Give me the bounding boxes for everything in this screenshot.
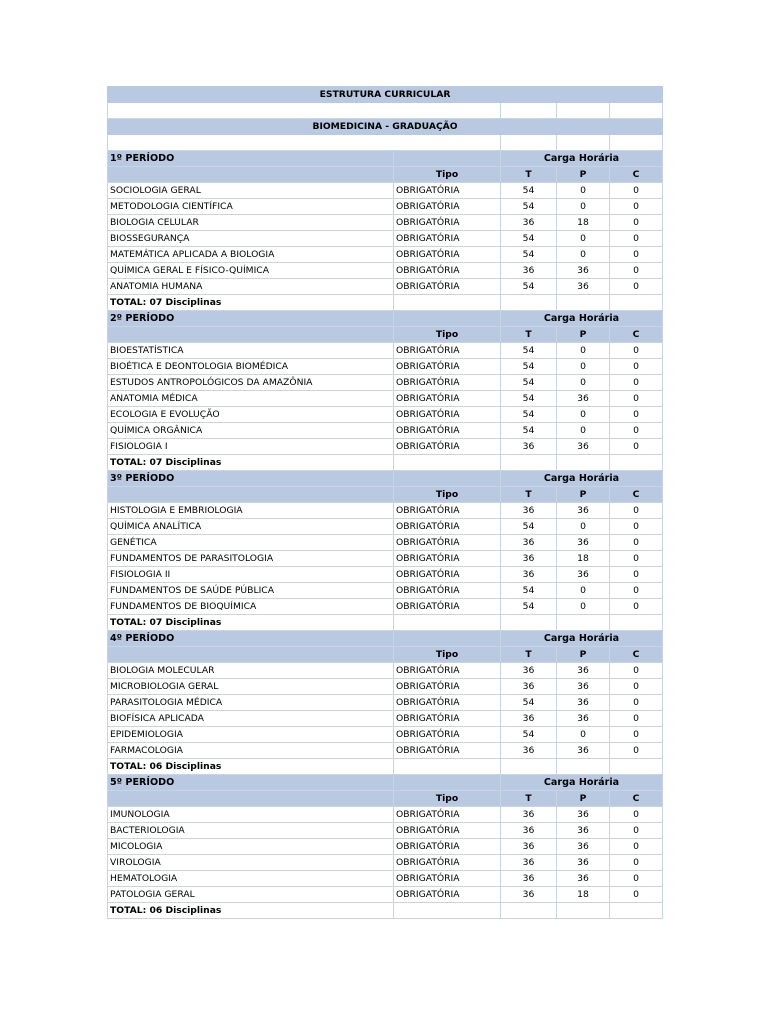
subject-hours-t: 54 [501,247,557,263]
subject-hours-p: 36 [557,711,610,727]
subject-hours-t: 54 [501,727,557,743]
subject-hours-t: 54 [501,231,557,247]
subject-hours-t: 36 [501,887,557,903]
subject-hours-t: 36 [501,215,557,231]
subject-tipo: OBRIGATÓRIA [394,423,501,439]
period-total: TOTAL: 07 Disciplinas [108,295,394,311]
subject-tipo: OBRIGATÓRIA [394,871,501,887]
subject-hours-p: 36 [557,743,610,759]
subject-hours-c: 0 [610,407,663,423]
subject-hours-t: 36 [501,263,557,279]
subject-hours-t: 54 [501,343,557,359]
subject-hours-p: 36 [557,855,610,871]
subject-name: GENÉTICA [108,535,394,551]
subject-tipo: OBRIGATÓRIA [394,663,501,679]
subject-hours-t: 54 [501,375,557,391]
subject-hours-t: 54 [501,391,557,407]
subject-name: BACTERIOLOGIA [108,823,394,839]
subject-tipo: OBRIGATÓRIA [394,887,501,903]
subject-name: PATOLOGIA GERAL [108,887,394,903]
carga-horaria-label: Carga Horária [501,631,663,647]
column-header-row [108,167,663,183]
period-header-row [108,631,663,647]
subject-name: BIOSSEGURANÇA [108,231,394,247]
column-header-p: P [557,167,610,183]
column-header-t: T [501,791,557,807]
subject-hours-t: 54 [501,695,557,711]
subject-row [108,343,663,359]
subject-name: BIOLOGIA MOLECULAR [108,663,394,679]
subject-hours-c: 0 [610,279,663,295]
subject-hours-p: 0 [557,199,610,215]
subject-tipo: OBRIGATÓRIA [394,215,501,231]
subject-hours-t: 54 [501,279,557,295]
period-title: 2º PERÍODO [108,311,394,327]
subject-tipo: OBRIGATÓRIA [394,535,501,551]
subject-tipo: OBRIGATÓRIA [394,583,501,599]
subject-hours-t: 54 [501,599,557,615]
subject-tipo: OBRIGATÓRIA [394,823,501,839]
column-header-c: C [610,791,663,807]
subject-row [108,439,663,455]
subject-hours-t: 54 [501,407,557,423]
subject-tipo: OBRIGATÓRIA [394,247,501,263]
subject-hours-p: 36 [557,807,610,823]
period-header-row [108,775,663,791]
subject-hours-c: 0 [610,855,663,871]
subject-row [108,743,663,759]
period-total: TOTAL: 06 Disciplinas [108,759,394,775]
subject-hours-p: 0 [557,583,610,599]
subject-hours-c: 0 [610,439,663,455]
subject-row [108,807,663,823]
subject-name: SOCIOLOGIA GERAL [108,183,394,199]
subject-row [108,215,663,231]
column-header-tipo: Tipo [394,647,501,663]
period-total: TOTAL: 07 Disciplinas [108,615,394,631]
total-row [108,903,663,919]
subject-hours-t: 36 [501,535,557,551]
subject-tipo: OBRIGATÓRIA [394,503,501,519]
subject-hours-t: 36 [501,663,557,679]
subject-row [108,727,663,743]
period-header-row [108,311,663,327]
subject-name: BIOLOGIA CELULAR [108,215,394,231]
subject-name: QUÍMICA GERAL E FÍSICO-QUÍMICA [108,263,394,279]
subject-row [108,231,663,247]
subject-row [108,871,663,887]
document-title: ESTRUTURA CURRICULAR [108,87,663,103]
subject-name: METODOLOGIA CIENTÍFICA [108,199,394,215]
subject-hours-c: 0 [610,247,663,263]
subject-name: MICROBIOLOGIA GERAL [108,679,394,695]
subject-row [108,263,663,279]
subject-hours-c: 0 [610,695,663,711]
subject-name: BIOFÍSICA APLICADA [108,711,394,727]
subject-tipo: OBRIGATÓRIA [394,855,501,871]
subject-row [108,855,663,871]
subject-hours-p: 18 [557,215,610,231]
column-header-row [108,487,663,503]
subject-hours-t: 54 [501,199,557,215]
subject-name: ESTUDOS ANTROPOLÓGICOS DA AMAZÔNIA [108,375,394,391]
period-header-row [108,151,663,167]
carga-horaria-label: Carga Horária [501,775,663,791]
subtitle-row [108,119,663,135]
subject-row [108,183,663,199]
subject-hours-c: 0 [610,743,663,759]
curriculum-document [107,86,662,919]
subject-hours-c: 0 [610,823,663,839]
subject-row [108,247,663,263]
subject-hours-p: 36 [557,263,610,279]
column-header-tipo: Tipo [394,327,501,343]
subject-tipo: OBRIGATÓRIA [394,231,501,247]
column-header-row [108,791,663,807]
subject-hours-t: 54 [501,359,557,375]
subject-hours-c: 0 [610,839,663,855]
subject-hours-t: 54 [501,423,557,439]
column-header-t: T [501,487,557,503]
subject-name: FISIOLOGIA I [108,439,394,455]
subject-row [108,887,663,903]
subject-tipo: OBRIGATÓRIA [394,839,501,855]
subject-hours-c: 0 [610,375,663,391]
column-header-c: C [610,327,663,343]
subject-hours-p: 0 [557,407,610,423]
subject-hours-c: 0 [610,583,663,599]
subject-name: HEMATOLOGIA [108,871,394,887]
subject-hours-p: 0 [557,183,610,199]
subject-name: MATEMÁTICA APLICADA A BIOLOGIA [108,247,394,263]
subject-name: BIOESTATÍSTICA [108,343,394,359]
subject-name: ANATOMIA HUMANA [108,279,394,295]
subject-hours-t: 36 [501,743,557,759]
subject-row [108,583,663,599]
subject-hours-p: 36 [557,663,610,679]
subject-tipo: OBRIGATÓRIA [394,551,501,567]
total-row [108,455,663,471]
period-title: 4º PERÍODO [108,631,394,647]
column-header-c: C [610,647,663,663]
subject-tipo: OBRIGATÓRIA [394,695,501,711]
subject-name: EPIDEMIOLOGIA [108,727,394,743]
subject-hours-t: 54 [501,183,557,199]
subject-hours-c: 0 [610,519,663,535]
subject-hours-c: 0 [610,807,663,823]
subject-row [108,279,663,295]
subject-hours-c: 0 [610,199,663,215]
subject-hours-c: 0 [610,535,663,551]
period-total: TOTAL: 06 Disciplinas [108,903,394,919]
subject-hours-p: 18 [557,551,610,567]
subject-name: HISTOLOGIA E EMBRIOLOGIA [108,503,394,519]
subject-row [108,407,663,423]
subject-hours-c: 0 [610,423,663,439]
subject-tipo: OBRIGATÓRIA [394,279,501,295]
subject-row [108,423,663,439]
subject-hours-c: 0 [610,727,663,743]
subject-hours-c: 0 [610,663,663,679]
subject-tipo: OBRIGATÓRIA [394,343,501,359]
subject-hours-p: 0 [557,231,610,247]
column-header-tipo: Tipo [394,167,501,183]
subject-name: ECOLOGIA E EVOLUÇÃO [108,407,394,423]
subject-hours-c: 0 [610,359,663,375]
subject-tipo: OBRIGATÓRIA [394,599,501,615]
subject-tipo: OBRIGATÓRIA [394,391,501,407]
subject-hours-p: 36 [557,279,610,295]
subject-row [108,599,663,615]
subject-name: PARASITOLOGIA MÉDICA [108,695,394,711]
carga-horaria-label: Carga Horária [501,151,663,167]
subject-hours-p: 36 [557,695,610,711]
column-header-t: T [501,327,557,343]
subject-hours-t: 36 [501,439,557,455]
subject-hours-p: 0 [557,247,610,263]
subject-name: QUÍMICA ANALÍTICA [108,519,394,535]
subject-hours-p: 0 [557,343,610,359]
subject-name: BIOÉTICA E DEONTOLOGIA BIOMÉDICA [108,359,394,375]
subject-hours-c: 0 [610,871,663,887]
subject-tipo: OBRIGATÓRIA [394,183,501,199]
column-header-row [108,327,663,343]
subject-name: FARMACOLOGIA [108,743,394,759]
subject-tipo: OBRIGATÓRIA [394,519,501,535]
subject-row [108,535,663,551]
column-header-tipo: Tipo [394,487,501,503]
subject-tipo: OBRIGATÓRIA [394,407,501,423]
subject-tipo: OBRIGATÓRIA [394,807,501,823]
subject-row [108,695,663,711]
subject-tipo: OBRIGATÓRIA [394,679,501,695]
subject-name: ANATOMIA MÉDICA [108,391,394,407]
subject-tipo: OBRIGATÓRIA [394,263,501,279]
subject-hours-p: 0 [557,423,610,439]
subject-hours-p: 36 [557,839,610,855]
subject-tipo: OBRIGATÓRIA [394,359,501,375]
spacer-row [108,103,663,119]
subject-hours-p: 36 [557,871,610,887]
subject-hours-c: 0 [610,231,663,247]
period-header-row [108,471,663,487]
carga-horaria-label: Carga Horária [501,471,663,487]
column-header-t: T [501,647,557,663]
period-total: TOTAL: 07 Disciplinas [108,455,394,471]
subject-hours-t: 36 [501,823,557,839]
subject-hours-c: 0 [610,215,663,231]
subject-hours-c: 0 [610,391,663,407]
subject-row [108,823,663,839]
subject-row [108,839,663,855]
carga-horaria-label: Carga Horária [501,311,663,327]
subject-hours-t: 36 [501,855,557,871]
column-header-p: P [557,327,610,343]
subject-hours-p: 0 [557,359,610,375]
course-title: BIOMEDICINA - GRADUAÇÃO [108,119,663,135]
subject-name: QUÍMICA ORGÂNICA [108,423,394,439]
subject-row [108,567,663,583]
subject-hours-p: 0 [557,599,610,615]
subject-hours-c: 0 [610,599,663,615]
subject-tipo: OBRIGATÓRIA [394,743,501,759]
column-header-row [108,647,663,663]
subject-hours-p: 0 [557,375,610,391]
column-header-p: P [557,791,610,807]
subject-hours-t: 36 [501,871,557,887]
column-header-tipo: Tipo [394,791,501,807]
spacer-row [108,135,663,151]
subject-hours-c: 0 [610,503,663,519]
column-header-c: C [610,167,663,183]
subject-row [108,391,663,407]
period-title: 5º PERÍODO [108,775,394,791]
subject-tipo: OBRIGATÓRIA [394,199,501,215]
subject-hours-t: 36 [501,807,557,823]
subject-hours-t: 36 [501,679,557,695]
subject-hours-c: 0 [610,263,663,279]
subject-hours-p: 18 [557,887,610,903]
subject-row [108,199,663,215]
column-header-c: C [610,487,663,503]
subject-name: IMUNOLOGIA [108,807,394,823]
subject-hours-c: 0 [610,679,663,695]
subject-hours-c: 0 [610,711,663,727]
column-header-p: P [557,487,610,503]
subject-tipo: OBRIGATÓRIA [394,727,501,743]
subject-name: VIROLOGIA [108,855,394,871]
total-row [108,759,663,775]
subject-hours-t: 36 [501,551,557,567]
subject-hours-p: 0 [557,727,610,743]
subject-hours-p: 36 [557,823,610,839]
subject-hours-p: 36 [557,535,610,551]
subject-name: FISIOLOGIA II [108,567,394,583]
subject-hours-t: 36 [501,567,557,583]
subject-hours-c: 0 [610,567,663,583]
subject-name: FUNDAMENTOS DE BIOQUÍMICA [108,599,394,615]
title-row [108,87,663,103]
subject-hours-c: 0 [610,887,663,903]
subject-hours-t: 54 [501,583,557,599]
subject-name: MICOLOGIA [108,839,394,855]
period-title: 3º PERÍODO [108,471,394,487]
subject-hours-t: 36 [501,503,557,519]
subject-hours-c: 0 [610,343,663,359]
column-header-t: T [501,167,557,183]
subject-row [108,663,663,679]
total-row [108,615,663,631]
period-title: 1º PERÍODO [108,151,394,167]
subject-name: FUNDAMENTOS DE PARASITOLOGIA [108,551,394,567]
subject-row [108,711,663,727]
curriculum-table [107,86,663,919]
subject-hours-c: 0 [610,551,663,567]
subject-row [108,503,663,519]
total-row [108,295,663,311]
subject-hours-p: 36 [557,439,610,455]
column-header-p: P [557,647,610,663]
subject-hours-p: 36 [557,391,610,407]
subject-row [108,679,663,695]
subject-row [108,551,663,567]
subject-tipo: OBRIGATÓRIA [394,711,501,727]
subject-hours-c: 0 [610,183,663,199]
subject-tipo: OBRIGATÓRIA [394,375,501,391]
subject-hours-t: 54 [501,519,557,535]
subject-row [108,359,663,375]
subject-hours-p: 36 [557,503,610,519]
subject-row [108,519,663,535]
subject-row [108,375,663,391]
subject-name: FUNDAMENTOS DE SAÚDE PÚBLICA [108,583,394,599]
subject-hours-t: 36 [501,839,557,855]
subject-hours-p: 0 [557,519,610,535]
subject-tipo: OBRIGATÓRIA [394,439,501,455]
subject-hours-t: 36 [501,711,557,727]
subject-tipo: OBRIGATÓRIA [394,567,501,583]
subject-hours-p: 36 [557,567,610,583]
subject-hours-p: 36 [557,679,610,695]
